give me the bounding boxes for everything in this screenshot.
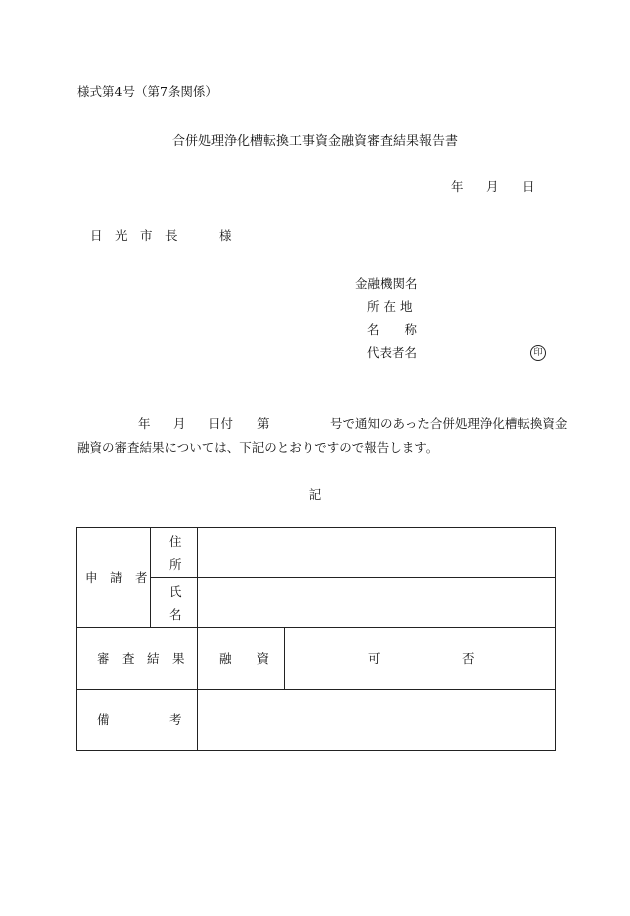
name-label-top: 氏 [169,584,182,599]
date-day-label: 日 [522,179,535,194]
review-table [76,527,556,751]
body-date-suffix: 日付 [208,416,234,431]
ki-heading: 記 [308,487,322,502]
addressee-name: 日 光 市 長 [90,228,178,243]
applicant-label: 申 請 者 [85,570,148,585]
body-line2-text: 融資の審査結果については、下記のとおりですので報告します。 [77,440,439,455]
row-divider-address-name [150,577,555,578]
review-result-label: 審 査 結 果 [97,651,185,666]
sender-representative-label: 代表者名 [367,345,418,360]
remarks-label-first: 備 [97,712,110,727]
col-divider-loan [284,627,285,690]
address-label-bottom: 所 [169,557,182,572]
sender-institution-label: 金融機関名 [355,276,418,291]
loan-label: 融 資 [219,651,270,666]
col-divider-labels [197,528,198,750]
body-month-label: 月 [173,416,186,431]
seal-icon: 印 [530,345,546,361]
approve-option: 可 [368,651,381,666]
name-label-bottom: 名 [169,607,182,622]
addressee-honorific: 様 [219,228,232,243]
document-title: 合併処理浄化槽転換工事資金融資審査結果報告書 [171,134,458,149]
row-divider-applicant-review [77,627,555,628]
date-month-label: 月 [486,179,499,194]
date-year-label: 年 [451,179,464,194]
body-line1-text: 号で通知のあった合併処理浄化槽転換資金 [330,416,568,431]
body-year-label: 年 [138,416,151,431]
address-label-top: 住 [169,534,182,549]
form-number: 様式第4号（第7条関係） [77,84,218,99]
sender-address-label: 所 在 地 [367,299,413,314]
body-number-prefix: 第 [257,416,270,431]
deny-option: 否 [462,651,475,666]
row-divider-review-remarks [77,689,555,690]
remarks-label-second: 考 [169,712,182,727]
sender-name-label: 名 称 [367,322,418,337]
col-divider-applicant [150,528,151,628]
